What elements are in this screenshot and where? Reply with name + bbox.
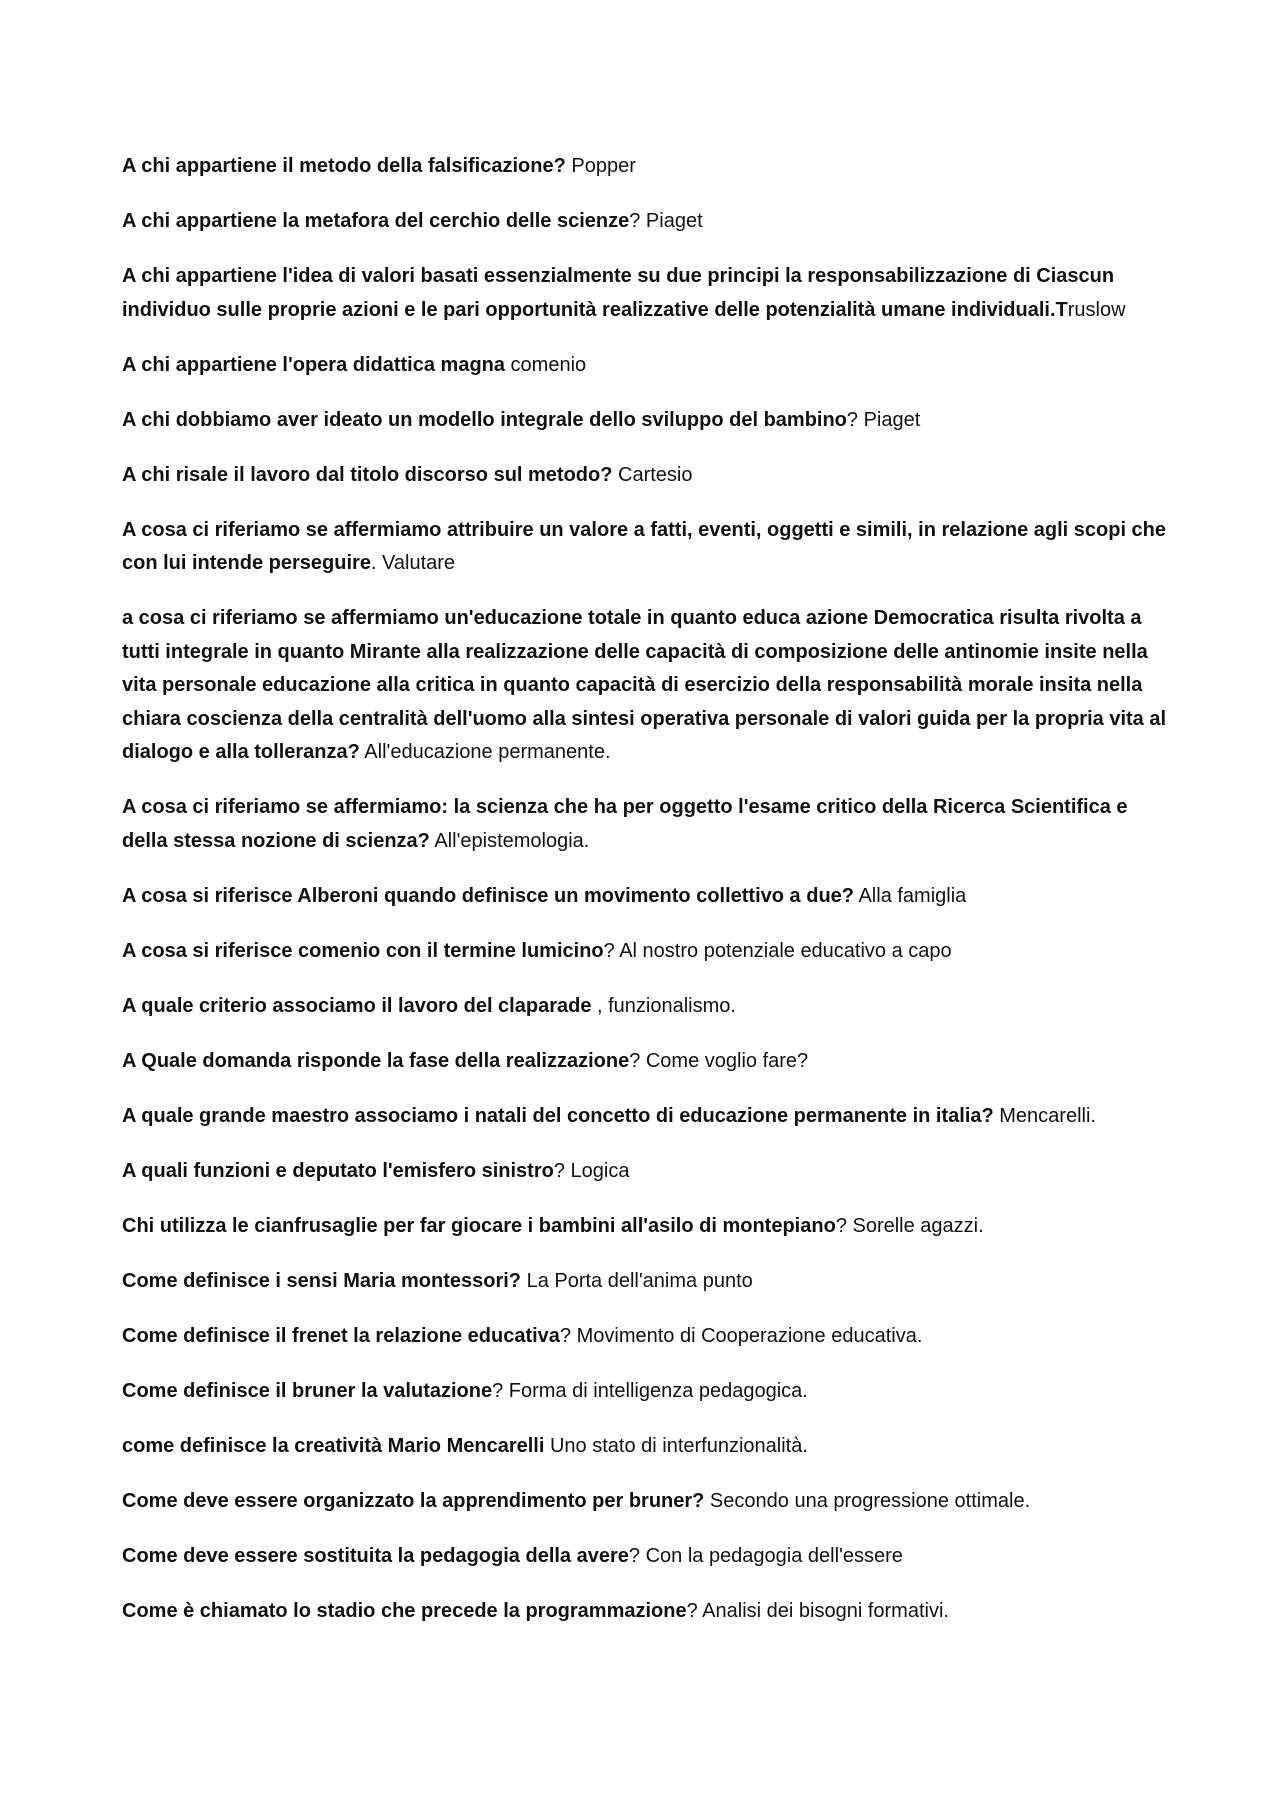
answer: Cartesio xyxy=(612,463,693,486)
question: Come definisce il frenet la relazione educativa xyxy=(122,1324,560,1347)
question: A chi appartiene il metodo della falsificazione? xyxy=(122,155,566,177)
qa-item xyxy=(122,602,1167,770)
question: come definisce la creatività Mario Mencarelli xyxy=(122,1434,545,1457)
qa-item xyxy=(122,1540,1167,1574)
answer: La Porta dell'anima punto xyxy=(521,1269,753,1292)
answer: ? Come voglio fare? xyxy=(629,1049,809,1072)
question: A chi appartiene l'idea di valori basati essenzialmente su due principi la responsabilizzazione di Ciascun individuo sulle proprie azioni e le pari opportunità realizzative delle potenzialità umane individuali.T xyxy=(122,265,1115,321)
question: Come deve essere sostituita la pedagogia della avere xyxy=(122,1544,629,1567)
answer: Mencarelli. xyxy=(993,1104,1096,1127)
question: Come definisce i sensi Maria montessori? xyxy=(122,1269,522,1292)
answer: ? Logica xyxy=(553,1159,630,1182)
qa-item xyxy=(122,459,1167,493)
qa-item xyxy=(122,1595,1167,1629)
answer: ? Forma di intelligenza pedagogica. xyxy=(492,1379,808,1402)
answer: ? Piaget xyxy=(846,408,921,431)
question: A Quale domanda risponde la fase della realizzazione xyxy=(122,1049,630,1072)
qa-item xyxy=(122,1265,1167,1299)
qa-item xyxy=(122,791,1167,858)
answer: ? Al nostro potenziale educativo a capo xyxy=(603,939,952,962)
qa-item xyxy=(122,349,1167,383)
question: A chi appartiene l'opera didattica magna xyxy=(122,353,505,376)
qa-item xyxy=(122,880,1167,914)
qa-item xyxy=(122,205,1167,239)
qa-item xyxy=(122,1155,1167,1189)
qa-list xyxy=(122,150,1167,1650)
answer: , funzionalismo. xyxy=(591,994,736,1017)
qa-item xyxy=(122,1430,1167,1464)
answer: . Valutare xyxy=(370,552,456,574)
question: Come è chiamato lo stadio che precede la programmazione xyxy=(122,1599,687,1622)
answer: ? Analisi dei bisogni formativi. xyxy=(686,1599,949,1622)
question: Chi utilizza le cianfrusaglie per far giocare i bambini all'asilo di montepiano xyxy=(122,1214,836,1237)
answer: All'epistemologia. xyxy=(429,829,590,852)
question: A chi dobbiamo aver ideato un modello integrale dello sviluppo del bambino xyxy=(122,408,847,431)
qa-item xyxy=(122,1375,1167,1409)
qa-item xyxy=(122,935,1167,969)
answer: ? Movimento di Cooperazione educativa. xyxy=(559,1324,923,1347)
qa-item xyxy=(122,1045,1167,1079)
qa-item xyxy=(122,514,1167,581)
answer: Uno stato di interfunzionalità. xyxy=(544,1434,808,1457)
answer: ? Sorelle agazzi. xyxy=(835,1214,984,1237)
question: A cosa ci riferiamo se affermiamo attribuire un valore a fatti, eventi, oggetti e simili, in relazione agli scopi che con lui intende perseguire xyxy=(122,518,1167,574)
qa-item xyxy=(122,260,1167,327)
answer: comenio xyxy=(505,353,587,376)
question: A cosa ci riferiamo se affermiamo: la scienza che ha per oggetto l'esame critico della Ricerca Scientifica e della stessa nozione di scienza? xyxy=(122,796,1128,852)
question: A quali funzioni e deputato l'emisfero sinistro xyxy=(122,1159,554,1182)
question: Come definisce il bruner la valutazione xyxy=(122,1379,493,1402)
qa-item xyxy=(122,1320,1167,1354)
answer: ruslow xyxy=(1067,298,1126,321)
question: A cosa si riferisce Alberoni quando definisce un movimento collettivo a due? xyxy=(122,884,855,907)
question: A quale criterio associamo il lavoro del claparade xyxy=(122,994,592,1017)
question: A cosa si riferisce comenio con il termine lumicino xyxy=(122,939,604,962)
qa-item xyxy=(122,1485,1167,1519)
question: A quale grande maestro associamo i natali del concetto di educazione permanente in italia? xyxy=(122,1104,994,1127)
answer: Popper xyxy=(565,155,636,177)
question: a cosa ci riferiamo se affermiamo un'educazione totale in quanto educa azione Democratica risulta rivolta a tutti integrale in quanto Mirante alla realizzazione delle capacità di composizione delle antinomie insite nella vita personale educazione alla critica in quanto capacità di esercizio della responsabilità morale insita nella chiara coscienza della centralità dell'uomo alla sintesi operativa personale di valori guida per la propria vita al dialogo e alla tolleranza? xyxy=(122,607,1167,763)
answer: Alla famiglia xyxy=(854,884,967,907)
qa-item xyxy=(122,1100,1167,1134)
answer: ? Piaget xyxy=(629,210,703,232)
qa-item xyxy=(122,150,1167,184)
question: Come deve essere organizzato la apprendimento per bruner? xyxy=(122,1489,705,1512)
answer: All'educazione permanente. xyxy=(359,741,611,763)
answer: ? Con la pedagogia dell'essere xyxy=(628,1544,903,1567)
qa-item xyxy=(122,990,1167,1024)
qa-item xyxy=(122,404,1167,438)
qa-item xyxy=(122,1210,1167,1244)
question: A chi appartiene la metafora del cerchio delle scienze xyxy=(122,210,630,232)
answer: Secondo una progressione ottimale. xyxy=(704,1489,1031,1512)
question: A chi risale il lavoro dal titolo discorso sul metodo? xyxy=(122,463,613,486)
